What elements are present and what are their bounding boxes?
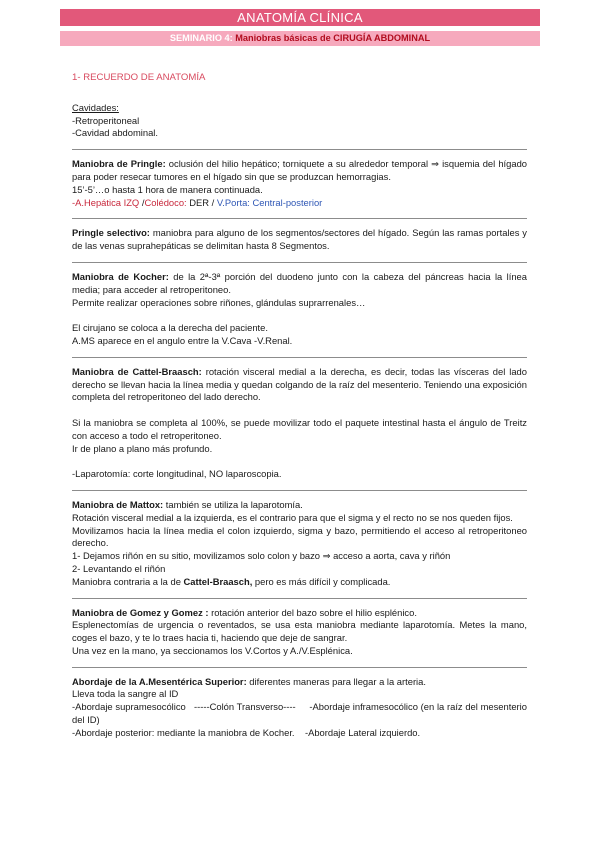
cavidades-label: Cavidades: [72,101,119,113]
mesenterica-paragraph: Abordaje de la A.Mesentérica Superior: diferentes maneras para llegar a la arteria. [72,675,426,687]
cattell-paragraph: Maniobra de Cattel-Braasch: rotación visceral medial a la derecha, es decir, todas las vísceras del lado derecho se llevan hacia la línea media y quedan colgando de la raíz del mesenterio. Teniendo una exposición completa del retroperitoneo del lado derecho. [72,365,527,403]
kocher-line: Permite realizar operaciones sobre riñones, glándulas suprarrenales… [72,296,366,308]
subtitle-prefix: SEMINARIO 4: [169,33,236,43]
pringle-selective-paragraph: Pringle selectivo: maniobra para alguno de los segmentos/sectores del hígado. Según las ramas portales y de las venas suprahepáticas se delimitan hasta 8 Segmentos. [72,227,527,252]
mattox-paragraph: Maniobra de Mattox: también se utiliza la laparotomía. [72,498,303,510]
mattox-line: Maniobra contraria a la de Cattel-Braasch, pero es más difícil y complicada. [72,575,391,587]
kocher-line: El cirujano se coloca a la derecha del paciente. [72,322,268,334]
pringle-paragraph: Maniobra de Pringle: oclusión del hilio hepático; torniquete a su alrededor temporal ⇒ isquemia del hígado para poder resecar tumores en el hígado sin que se produzcan hemorragias. [72,158,527,182]
section-heading: 1- RECUERDO DE ANATOMÍA [72,72,206,83]
mesenterica-line: -Abordaje supramesocólico -----Colón Transverso---- -Abordaje inframesocólico (en la raíz del mesenterio del ID) [72,701,527,726]
divider [72,598,527,599]
mesenterica-line: Lleva toda la sangre al ID [72,688,179,700]
gomez-paragraph: Maniobra de Gomez y Gomez : rotación anterior del bazo sobre el hilio esplénico. [72,606,417,618]
page-title: ANATOMÍA CLÍNICA [60,9,540,26]
divider [72,357,527,358]
cavidades-item: -Cavidad abdominal. [72,127,158,139]
cavidades-item: -Retroperitoneal [72,114,140,126]
cattell-line: -Laparotomía: corte longitudinal, NO laparoscopia. [72,468,282,480]
divider [72,262,527,263]
mesenterica-line: -Abordaje posterior: mediante la maniobra de Kocher. -Abordaje Lateral izquierdo. [72,726,421,738]
subtitle-highlight: Maniobras básicas de CIRUGÍA ABDOMINAL [235,33,431,43]
mattox-line: 1- Dejamos riñón en su sitio, movilizamos solo colon y bazo ⇒ acceso a aorta, cava y riñón [72,550,451,562]
gomez-line: Una vez en la mano, ya seccionamos los V.Cortos y A./V.Esplénica. [72,644,353,656]
cattell-line: Ir de plano a plano más profundo. [72,442,213,454]
mattox-line: Rotación visceral medial a la izquierda, es el contrario para que el sigma y el recto no se nos queden fijos. [72,511,513,523]
mattox-line: 2- Levantando el riñón [72,562,166,574]
pringle-anatomy: -A.Hepática IZQ /Colédoco: DER / V.Porta: Central-posterior [72,196,323,208]
kocher-line: A.MS aparece en el angulo entre la V.Cava -V.Renal. [72,334,293,346]
mattox-line: Movilizamos hacia la línea media el colon izquierdo, sigma y bazo, permitiendo el acceso al retroperitoneo derecho. [72,524,527,549]
divider [72,218,527,219]
document-body [72,72,527,740]
cattell-line: Si la maniobra se completa al 100%, se puede movilizar todo el paquete intestinal hasta el ángulo de Treitz con acceso a todo el retroperitoneo. [72,416,527,441]
divider [72,667,527,668]
kocher-paragraph: Maniobra de Kocher: de la 2ª-3ª porción del duodeno junto con la cabeza del páncreas hacia la línea media; para acceder al retroperitoneo. [72,270,527,295]
divider [72,149,527,150]
divider [72,490,527,491]
gomez-line: Esplenectomías de urgencia o reventados, se usa esta maniobra mediante laparotomía. Metes la mano, coges el bazo, y te lo traes hacia ti, haciendo que deje de sangrar. [72,619,527,644]
pringle-time: 15’-5’…o hasta 1 hora de manera continuada. [72,183,263,195]
seminar-subtitle [60,31,540,46]
